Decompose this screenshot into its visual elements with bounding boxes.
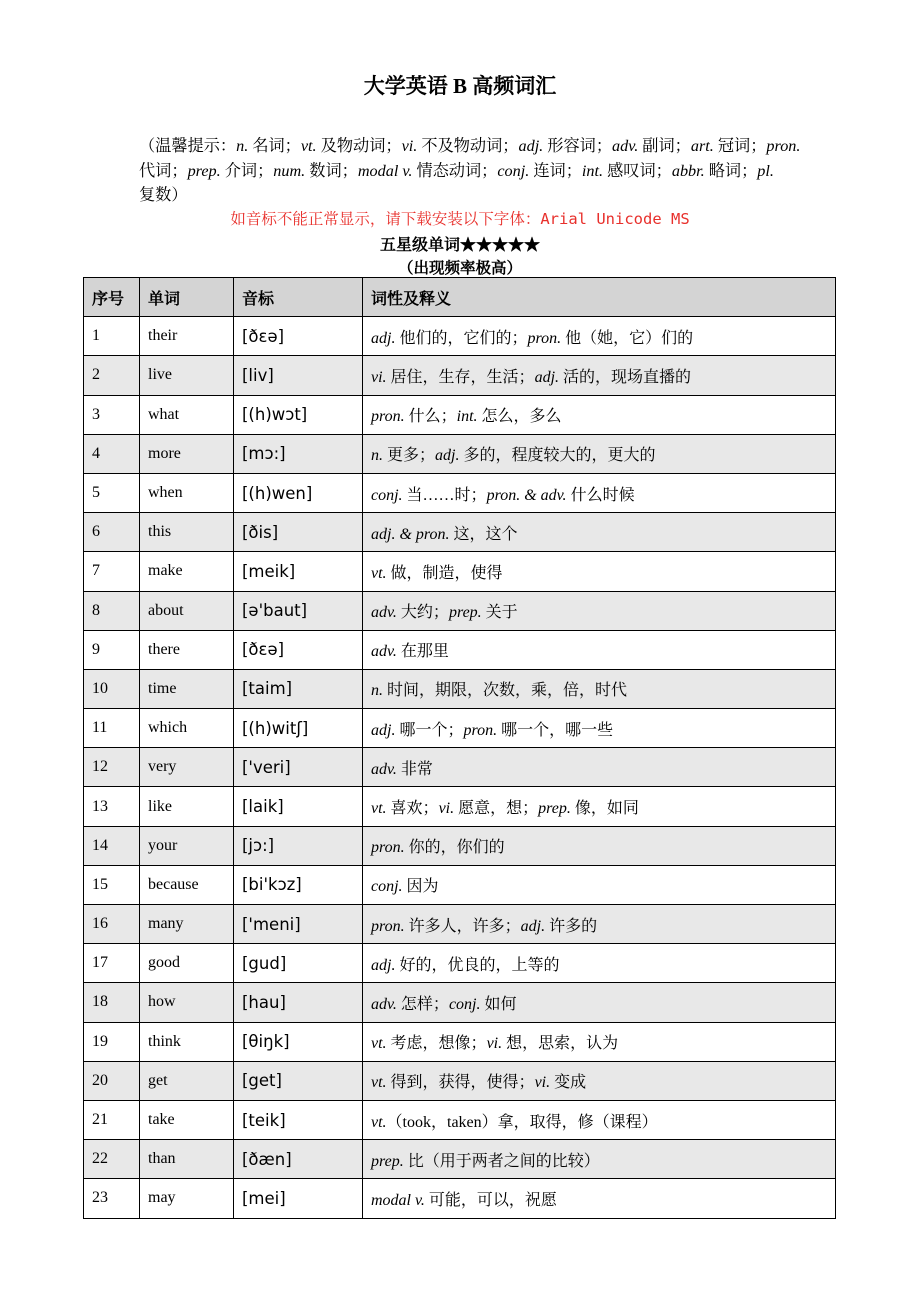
- note-abbreviation: vi.: [401, 137, 418, 155]
- row-phonetic: [jɔ:]: [234, 826, 363, 865]
- row-definition: [363, 395, 836, 434]
- row-index: 3: [84, 395, 140, 434]
- note-text: 情态动词；: [412, 161, 498, 180]
- row-index: 9: [84, 630, 140, 669]
- part-of-speech: adv.: [371, 760, 397, 778]
- definition-text: 因为: [402, 878, 439, 896]
- row-phonetic: [mɔ:]: [234, 434, 363, 473]
- table-row: [84, 473, 836, 512]
- row-phonetic: [mei]: [234, 1179, 363, 1218]
- row-phonetic: [(h)witʃ]: [234, 709, 363, 748]
- part-of-speech: pron.: [527, 329, 562, 347]
- row-word: very: [140, 748, 234, 787]
- table-row: [84, 630, 836, 669]
- table-row: [84, 552, 836, 591]
- part-of-speech: vt.: [371, 1074, 387, 1092]
- part-of-speech: pron.: [463, 721, 498, 739]
- row-phonetic: [get]: [234, 1061, 363, 1100]
- row-phonetic: [(h)wɔt]: [234, 395, 363, 434]
- definition-text: 好的，优良的，上等的: [395, 956, 560, 974]
- note-abbreviation: pl.: [757, 161, 774, 180]
- part-of-speech: adj.: [435, 447, 460, 465]
- row-definition: [363, 1179, 836, 1218]
- row-index: 4: [84, 434, 140, 473]
- note-text: 不及物动词；: [417, 137, 519, 155]
- row-definition: [363, 983, 836, 1022]
- part-of-speech: adj. & pron.: [371, 525, 450, 543]
- row-definition: [363, 630, 836, 669]
- row-word: than: [140, 1140, 234, 1179]
- row-word: live: [140, 356, 234, 395]
- part-of-speech: n.: [371, 447, 383, 465]
- row-phonetic: [ə'baut]: [234, 591, 363, 630]
- part-of-speech: pron.: [371, 917, 405, 935]
- table-row: [84, 748, 836, 787]
- row-definition: [363, 865, 836, 904]
- row-definition: [363, 1140, 836, 1179]
- table-row: [84, 356, 836, 395]
- note-abbreviation: num.: [273, 161, 306, 180]
- row-index: 10: [84, 669, 140, 708]
- part-of-speech: n.: [371, 682, 383, 700]
- definition-text: 你的，你们的: [404, 839, 505, 857]
- definition-text: 多的，程度较大的，更大的: [459, 447, 656, 465]
- note-text: 连词；: [529, 161, 582, 180]
- part-of-speech: adj.: [534, 368, 560, 386]
- row-index: 2: [84, 356, 140, 395]
- note-text: 形容词；: [543, 137, 613, 155]
- row-phonetic: [(h)wen]: [234, 473, 363, 512]
- row-word: which: [140, 709, 234, 748]
- row-phonetic: [bi'kɔz]: [234, 865, 363, 904]
- part-of-speech: vt.: [371, 1035, 387, 1053]
- header-index: 序号: [84, 278, 140, 317]
- part-of-speech: adj.: [371, 721, 396, 739]
- definition-text: 居住，生存，生活；: [386, 368, 535, 386]
- row-definition: [363, 356, 836, 395]
- note-abbreviation: n.: [236, 137, 249, 155]
- definition-text: 大约；: [396, 604, 449, 622]
- row-index: 12: [84, 748, 140, 787]
- row-definition: [363, 1061, 836, 1100]
- definition-text: 变成: [550, 1074, 587, 1092]
- note-abbreviation: prep.: [187, 161, 221, 180]
- table-row: [84, 434, 836, 473]
- row-word: like: [140, 787, 234, 826]
- part-of-speech: adj.: [371, 956, 396, 974]
- definition-text: 他（她，它）们的: [561, 329, 694, 347]
- note-abbreviation: modal v.: [357, 161, 413, 180]
- row-definition: [363, 826, 836, 865]
- row-word: make: [140, 552, 234, 591]
- definition-text: 关于: [481, 604, 518, 622]
- note-text: 感叹词；: [603, 161, 672, 180]
- definition-text: （took，taken）拿，取得，修（课程）: [386, 1113, 658, 1131]
- row-word: this: [140, 513, 234, 552]
- row-index: 11: [84, 709, 140, 748]
- row-definition: [363, 317, 836, 356]
- definition-text: 他们的，它们的；: [395, 329, 528, 347]
- row-phonetic: [teik]: [234, 1100, 363, 1139]
- header-phonetic: 音标: [234, 278, 363, 317]
- row-index: 15: [84, 865, 140, 904]
- row-phonetic: [gud]: [234, 944, 363, 983]
- part-of-speech: conj.: [371, 878, 403, 896]
- row-definition: [363, 552, 836, 591]
- note-text: 略词；: [704, 161, 758, 180]
- part-of-speech: pron. & adv.: [486, 486, 567, 504]
- header-definition: 词性及释义: [363, 278, 836, 317]
- row-word: their: [140, 317, 234, 356]
- definition-text: 哪一个，哪一些: [497, 721, 614, 739]
- table-row: [84, 1100, 836, 1139]
- row-definition: [363, 1022, 836, 1061]
- table-row: [84, 905, 836, 944]
- table-row: [84, 1140, 836, 1179]
- row-word: there: [140, 630, 234, 669]
- row-word: more: [140, 434, 234, 473]
- definition-text: 当……时；: [402, 486, 487, 504]
- row-word: think: [140, 1022, 234, 1061]
- table-row: [84, 1179, 836, 1218]
- row-word: your: [140, 826, 234, 865]
- definition-text: 这，这个: [449, 525, 518, 543]
- definition-text: 更多；: [383, 447, 436, 465]
- row-phonetic: ['veri]: [234, 748, 363, 787]
- definition-text: 非常: [396, 760, 433, 778]
- table-row: [84, 826, 836, 865]
- row-index: 16: [84, 905, 140, 944]
- note-text: 代词；: [139, 161, 188, 180]
- definition-text: 怎么，多么: [477, 408, 562, 426]
- row-word: when: [140, 473, 234, 512]
- row-word: may: [140, 1179, 234, 1218]
- row-phonetic: [meik]: [234, 552, 363, 591]
- part-of-speech: int.: [456, 408, 478, 426]
- note-abbreviation: int.: [581, 161, 604, 180]
- row-phonetic: [ðεə]: [234, 630, 363, 669]
- note-abbreviation: art.: [690, 137, 714, 155]
- definition-text: 愿意，想；: [454, 800, 539, 818]
- table-row: [84, 317, 836, 356]
- row-phonetic: [hau]: [234, 983, 363, 1022]
- note-abbreviation: conj.: [497, 161, 530, 180]
- row-phonetic: ['meni]: [234, 905, 363, 944]
- row-definition: [363, 905, 836, 944]
- table-row: [84, 1022, 836, 1061]
- definition-text: 得到，获得，使得；: [386, 1074, 535, 1092]
- row-phonetic: [taim]: [234, 669, 363, 708]
- definition-text: 像，如同: [570, 800, 639, 818]
- row-word: because: [140, 865, 234, 904]
- row-word: time: [140, 669, 234, 708]
- row-definition: [363, 944, 836, 983]
- definition-text: 考虑，想像；: [386, 1035, 487, 1053]
- table-row: [84, 865, 836, 904]
- definition-text: 可能，可以，祝愿: [424, 1191, 557, 1209]
- row-index: 19: [84, 1022, 140, 1061]
- definition-text: 什么；: [404, 408, 457, 426]
- row-index: 22: [84, 1140, 140, 1179]
- definition-text: 许多人，许多；: [404, 917, 521, 935]
- note-text: 数词；: [305, 161, 358, 180]
- row-phonetic: [ðis]: [234, 513, 363, 552]
- row-definition: [363, 434, 836, 473]
- table-row: [84, 669, 836, 708]
- row-definition: [363, 669, 836, 708]
- header-word: 单词: [140, 278, 234, 317]
- part-of-speech: vi.: [438, 800, 455, 818]
- row-index: 6: [84, 513, 140, 552]
- definition-text: 哪一个；: [395, 721, 464, 739]
- row-index: 14: [84, 826, 140, 865]
- table-row: [84, 983, 836, 1022]
- part-of-speech: vi.: [486, 1035, 503, 1053]
- row-phonetic: [liv]: [234, 356, 363, 395]
- row-word: about: [140, 591, 234, 630]
- table-row: [84, 1061, 836, 1100]
- table-body: [84, 317, 836, 1218]
- part-of-speech: pron.: [371, 408, 405, 426]
- row-index: 20: [84, 1061, 140, 1100]
- row-definition: [363, 1100, 836, 1139]
- row-phonetic: [laik]: [234, 787, 363, 826]
- part-of-speech: conj.: [448, 995, 481, 1013]
- row-index: 1: [84, 317, 140, 356]
- level-heading: 五星级单词★★★★★: [379, 237, 540, 254]
- row-phonetic: [ðεə]: [234, 317, 363, 356]
- definition-text: 想，思索，认为: [502, 1035, 619, 1053]
- row-definition: [363, 473, 836, 512]
- table-row: [84, 709, 836, 748]
- row-index: 23: [84, 1179, 140, 1218]
- abbreviation-note: [139, 134, 819, 208]
- part-of-speech: vt.: [371, 1113, 387, 1131]
- note-text: 副词；: [638, 137, 691, 155]
- row-word: how: [140, 983, 234, 1022]
- row-index: 17: [84, 944, 140, 983]
- part-of-speech: adj.: [371, 329, 396, 347]
- definition-text: 比（用于两者之间的比较）: [403, 1152, 600, 1170]
- note-text: 名词；: [248, 137, 301, 155]
- part-of-speech: vt.: [371, 800, 387, 818]
- row-index: 13: [84, 787, 140, 826]
- row-definition: [363, 787, 836, 826]
- note-text: 介词；: [220, 161, 274, 180]
- part-of-speech: adv.: [371, 995, 397, 1013]
- part-of-speech: vi.: [371, 368, 387, 386]
- part-of-speech: adv.: [371, 604, 397, 622]
- definition-text: 如何: [480, 995, 517, 1013]
- part-of-speech: prep.: [538, 800, 571, 818]
- level-subheading: （出现频率极高）: [397, 260, 522, 277]
- definition-text: 时间，期限，次数，乘，倍，时代: [383, 682, 628, 700]
- part-of-speech: conj.: [371, 486, 403, 504]
- note-abbreviation: pron.: [766, 137, 801, 155]
- definition-text: 做，制造，使得: [386, 564, 503, 582]
- row-definition: [363, 591, 836, 630]
- part-of-speech: modal v.: [371, 1191, 425, 1209]
- row-word: good: [140, 944, 234, 983]
- note-abbreviation: adj.: [518, 137, 544, 155]
- definition-text: 怎样；: [396, 995, 449, 1013]
- part-of-speech: pron.: [371, 839, 405, 857]
- part-of-speech: adv.: [371, 643, 397, 661]
- table-row: [84, 944, 836, 983]
- note-abbreviation: vt.: [300, 137, 317, 155]
- table-row: [84, 591, 836, 630]
- row-word: many: [140, 905, 234, 944]
- row-word: take: [140, 1100, 234, 1139]
- row-index: 7: [84, 552, 140, 591]
- table-row: [84, 395, 836, 434]
- row-phonetic: [θiŋk]: [234, 1022, 363, 1061]
- page-title: 大学英语 B 高频词汇: [363, 74, 557, 98]
- note-abbreviation: abbr.: [671, 161, 705, 180]
- definition-text: 在那里: [396, 643, 449, 661]
- row-definition: [363, 709, 836, 748]
- row-index: 21: [84, 1100, 140, 1139]
- table-row: [84, 513, 836, 552]
- row-index: 18: [84, 983, 140, 1022]
- part-of-speech: adj.: [520, 917, 546, 935]
- table-row: [84, 787, 836, 826]
- note-text: （温馨提示：: [139, 137, 237, 155]
- definition-text: 喜欢；: [386, 800, 439, 818]
- part-of-speech: prep.: [371, 1152, 404, 1170]
- definition-text: 什么时候: [566, 486, 635, 504]
- vocabulary-table: [83, 277, 836, 1219]
- row-word: get: [140, 1061, 234, 1100]
- font-warning: 如音标不能正常显示，请下载安装以下字体：Arial Unicode MS: [230, 210, 690, 228]
- row-phonetic: [ðæn]: [234, 1140, 363, 1179]
- row-definition: [363, 748, 836, 787]
- definition-text: 活的，现场直播的: [559, 368, 692, 386]
- row-index: 8: [84, 591, 140, 630]
- part-of-speech: prep.: [448, 604, 482, 622]
- note-text: 冠词；: [713, 137, 767, 155]
- table-header-row: [84, 278, 836, 317]
- note-abbreviation: adv.: [612, 137, 639, 155]
- note-text: 及物动词；: [316, 137, 402, 155]
- row-definition: [363, 513, 836, 552]
- row-word: what: [140, 395, 234, 434]
- part-of-speech: vi.: [534, 1074, 551, 1092]
- note-text: 复数）: [139, 186, 188, 204]
- row-index: 5: [84, 473, 140, 512]
- definition-text: 许多的: [545, 917, 598, 935]
- part-of-speech: vt.: [371, 564, 387, 582]
